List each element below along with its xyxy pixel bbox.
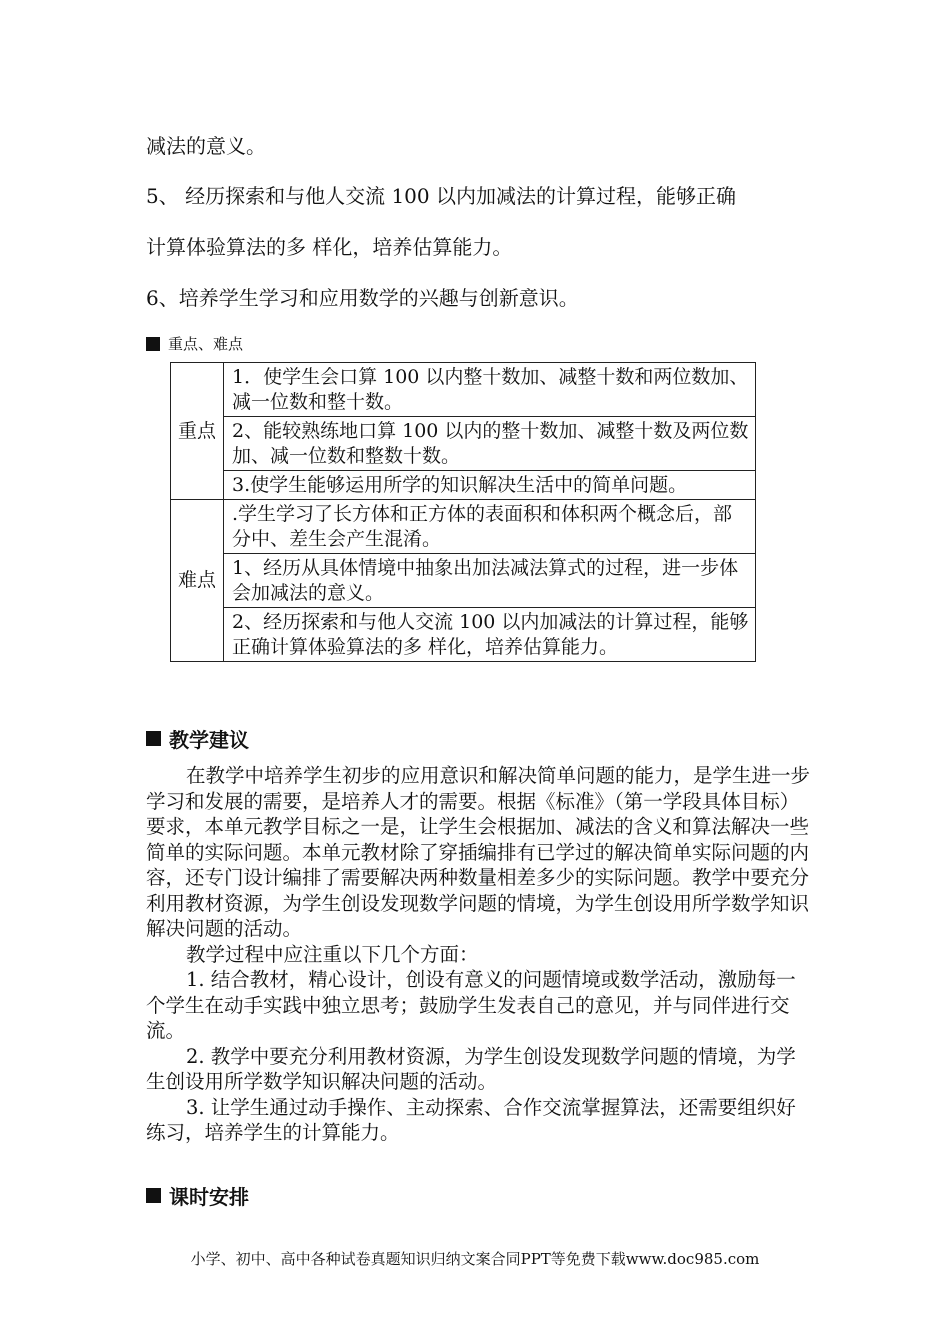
- footer: 小学、初中、高中各种试卷真题知识归纳文案合同PPT等免费下载www.doc985.com: [190, 1250, 760, 1268]
- schedule-heading: [146, 1181, 249, 1210]
- table-row: [171, 500, 756, 554]
- paragraph: 在教学中培养学生初步的应用意识和解决简单问题的能力，是学生进一步学习和发展的需要，是培养人才的需要。根据《标准》（第一学段具体目标）要求，本单元教学目标之一是，让学生会根据加、减法的含义和算法解决一些简单的实际问题。本单元教材除了穿插编排有已学过的解决简单实际问题的内容，还专门设计编排了需要解决两种数量相差多少的实际问题。教学中要充分利用教材资源，为学生创设发现数学问题的情境，为学生创设用所学数学知识解决问题的活动。: [146, 764, 811, 940]
- teaching-suggestions-body: [146, 763, 810, 1146]
- key-item: 2、能较熟练地口算 100 以内的整十数加、减整十数及两位数加、减一位数和整数十数。: [224, 417, 756, 471]
- paragraph: 3. 让学生通过动手操作、主动探索、合作交流掌握算法，还需要组织好练习，培养学生的计算能力。: [146, 1095, 796, 1144]
- key-difficult-heading: [146, 333, 243, 354]
- difficult-item: 2、经历探索和与他人交流 100 以内加减法的计算过程，能够正确计算体验算法的多 样化，培养估算能力。: [224, 608, 756, 662]
- paragraph: 2. 教学中要充分利用教材资源，为学生创设发现数学问题的情境，为学生创设用所学数学知识解决问题的活动。: [146, 1044, 796, 1093]
- text-line-1: 减法的意义。: [146, 134, 266, 158]
- key-difficult-table: [170, 362, 756, 662]
- table-row: [171, 471, 756, 500]
- difficult-item: 1、经历从具体情境中抽象出加法减法算式的过程，进一步体会加减法的意义。: [224, 554, 756, 608]
- difficult-item: .学生学习了长方体和正方体的表面积和体积两个概念后，部分中、差生会产生混淆。: [224, 500, 756, 554]
- table-row: [171, 608, 756, 662]
- text-line-2: 5、 经历探索和与他人交流 100 以内加减法的计算过程，能够正确: [146, 184, 736, 208]
- table-row: [171, 554, 756, 608]
- paragraph: 1. 结合教材，精心设计，创设有意义的问题情境或数学活动，激励每一个学生在动手实践中独立思考；鼓励学生发表自己的意见，并与同伴进行交流。: [146, 968, 796, 1042]
- square-bullet-icon: [146, 731, 161, 746]
- table-row: [171, 363, 756, 417]
- square-bullet-icon: [146, 1188, 161, 1203]
- text-line-4: 6、培养学生学习和应用数学的兴趣与创新意识。: [146, 286, 579, 310]
- paragraph: 教学过程中应注重以下几个方面：: [186, 942, 479, 966]
- teaching-suggestions-heading: [146, 724, 249, 753]
- key-item: 3.使学生能够运用所学的知识解决生活中的简单问题。: [224, 471, 756, 500]
- teaching-suggestions-heading-text: 教学建议: [169, 728, 249, 752]
- key-item: 1．使学生会口算 100 以内整十数加、减整十数和两位数加、减一位数和整十数。: [224, 363, 756, 417]
- text-line-3: 计算体验算法的多 样化，培养估算能力。: [146, 235, 513, 259]
- key-label: 重点: [171, 363, 224, 500]
- key-difficult-heading-text: 重点、难点: [168, 335, 244, 353]
- difficult-label: 难点: [171, 500, 224, 662]
- schedule-heading-text: 课时安排: [169, 1185, 249, 1209]
- table-row: [171, 417, 756, 471]
- square-bullet-icon: [146, 337, 160, 351]
